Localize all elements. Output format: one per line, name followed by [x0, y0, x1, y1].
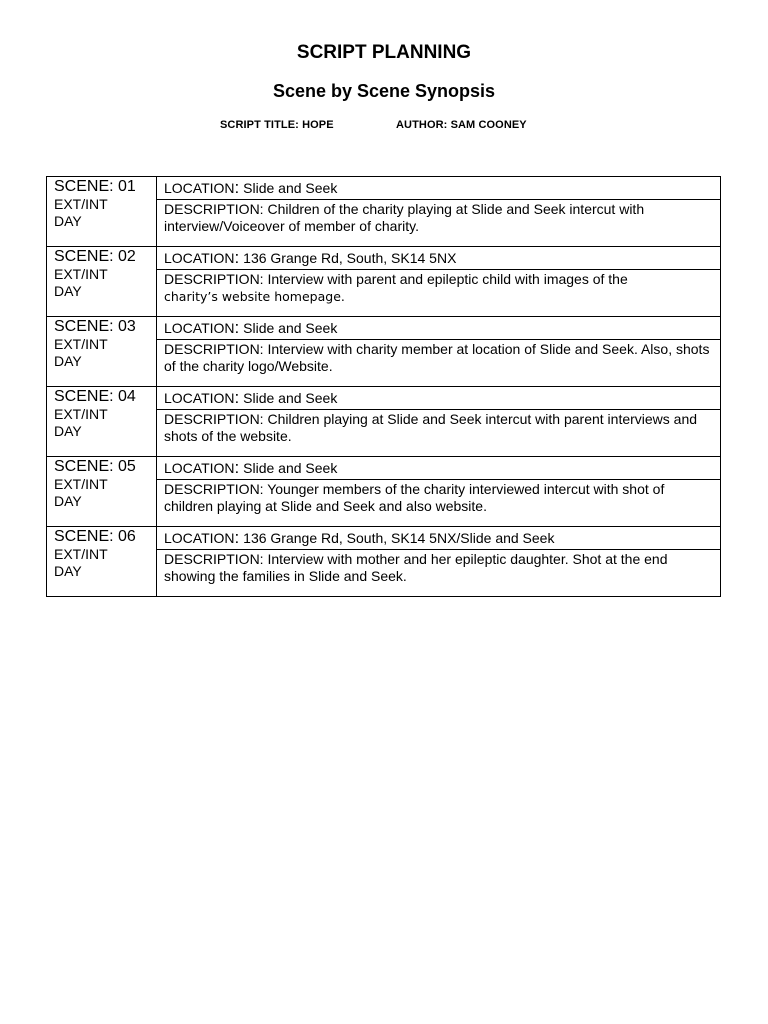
- location-colon: :: [234, 458, 240, 477]
- scene-number: SCENE: 06: [54, 528, 136, 545]
- location-label: LOCATION: [164, 250, 235, 266]
- page-subtitle: Scene by Scene Synopsis: [272, 81, 496, 101]
- scene-heading-cell: [47, 527, 157, 597]
- location-colon: :: [234, 388, 240, 407]
- scene-number: SCENE: 02: [54, 248, 136, 265]
- scene-number: SCENE: 05: [54, 458, 136, 475]
- scene-time: DAY: [54, 423, 82, 439]
- location-value: Slide and Seek: [239, 180, 338, 196]
- scene-number: SCENE: 03: [54, 318, 136, 335]
- scene-type: EXT/INT: [54, 266, 108, 282]
- scene-description: DESCRIPTION: Younger members of the charity interviewed intercut with shot of children playing at Slide and Seek and also website.: [157, 480, 721, 527]
- scene-time: DAY: [54, 213, 82, 229]
- scene-row-04: [47, 387, 721, 410]
- description-text-tail: charity’s website homepage.: [164, 289, 345, 304]
- scene-heading-cell: [47, 317, 157, 387]
- scene-row-03: [47, 317, 721, 340]
- location-label: LOCATION: [164, 530, 235, 546]
- scene-description: [157, 270, 721, 317]
- scene-time: DAY: [54, 283, 82, 299]
- scene-number: SCENE: 01: [54, 178, 136, 195]
- location-value: Slide and Seek: [239, 390, 338, 406]
- location-colon: :: [234, 528, 240, 547]
- location-value: 136 Grange Rd, South, SK14 5NX/Slide and Seek: [239, 530, 555, 546]
- location-label: LOCATION: [164, 320, 235, 336]
- scene-time: DAY: [54, 353, 82, 369]
- location-colon: :: [234, 248, 240, 267]
- scene-location: [157, 527, 721, 550]
- scene-number: SCENE: 04: [54, 388, 136, 405]
- scene-table: [46, 176, 721, 597]
- scene-time: DAY: [54, 563, 82, 579]
- location-label: LOCATION: [164, 180, 235, 196]
- scene-heading-cell: [47, 457, 157, 527]
- location-colon: :: [234, 318, 240, 337]
- script-title: SCRIPT TITLE: HOPE: [220, 119, 334, 131]
- scene-description: DESCRIPTION: Children playing at Slide and Seek intercut with parent interviews and shots of the website.: [157, 410, 721, 457]
- scene-type: EXT/INT: [54, 336, 108, 352]
- scene-description: DESCRIPTION: Interview with mother and her epileptic daughter. Shot at the end showing the families in Slide and Seek.: [157, 550, 721, 597]
- scene-location: [157, 457, 721, 480]
- location-colon: :: [234, 178, 240, 197]
- scene-type: EXT/INT: [54, 406, 108, 422]
- scene-time: DAY: [54, 493, 82, 509]
- location-value: Slide and Seek: [239, 460, 338, 476]
- scene-location: [157, 177, 721, 200]
- scene-type: EXT/INT: [54, 546, 108, 562]
- page-title: SCRIPT PLANNING: [296, 42, 472, 63]
- scene-description: DESCRIPTION: Children of the charity playing at Slide and Seek intercut with interview/Voiceover of member of charity.: [157, 200, 721, 247]
- scene-description: DESCRIPTION: Interview with charity member at location of Slide and Seek. Also, shots of the charity logo/Website.: [157, 340, 721, 387]
- location-value: Slide and Seek: [239, 320, 338, 336]
- author: AUTHOR: SAM COONEY: [396, 119, 527, 131]
- scene-heading-cell: [47, 177, 157, 247]
- scene-row-02: [47, 247, 721, 270]
- location-label: LOCATION: [164, 460, 235, 476]
- scene-location: [157, 247, 721, 270]
- location-label: LOCATION: [164, 390, 235, 406]
- scene-location: [157, 387, 721, 410]
- scene-type: EXT/INT: [54, 476, 108, 492]
- scene-row-05: [47, 457, 721, 480]
- scene-heading-cell: [47, 247, 157, 317]
- scene-type: EXT/INT: [54, 196, 108, 212]
- scene-heading-cell: [47, 387, 157, 457]
- scene-location: [157, 317, 721, 340]
- description-text: DESCRIPTION: Interview with parent and epileptic child with images of the: [164, 271, 628, 287]
- location-value: 136 Grange Rd, South, SK14 5NX: [239, 250, 457, 266]
- scene-row-06: [47, 527, 721, 550]
- scene-row-01: [47, 177, 721, 200]
